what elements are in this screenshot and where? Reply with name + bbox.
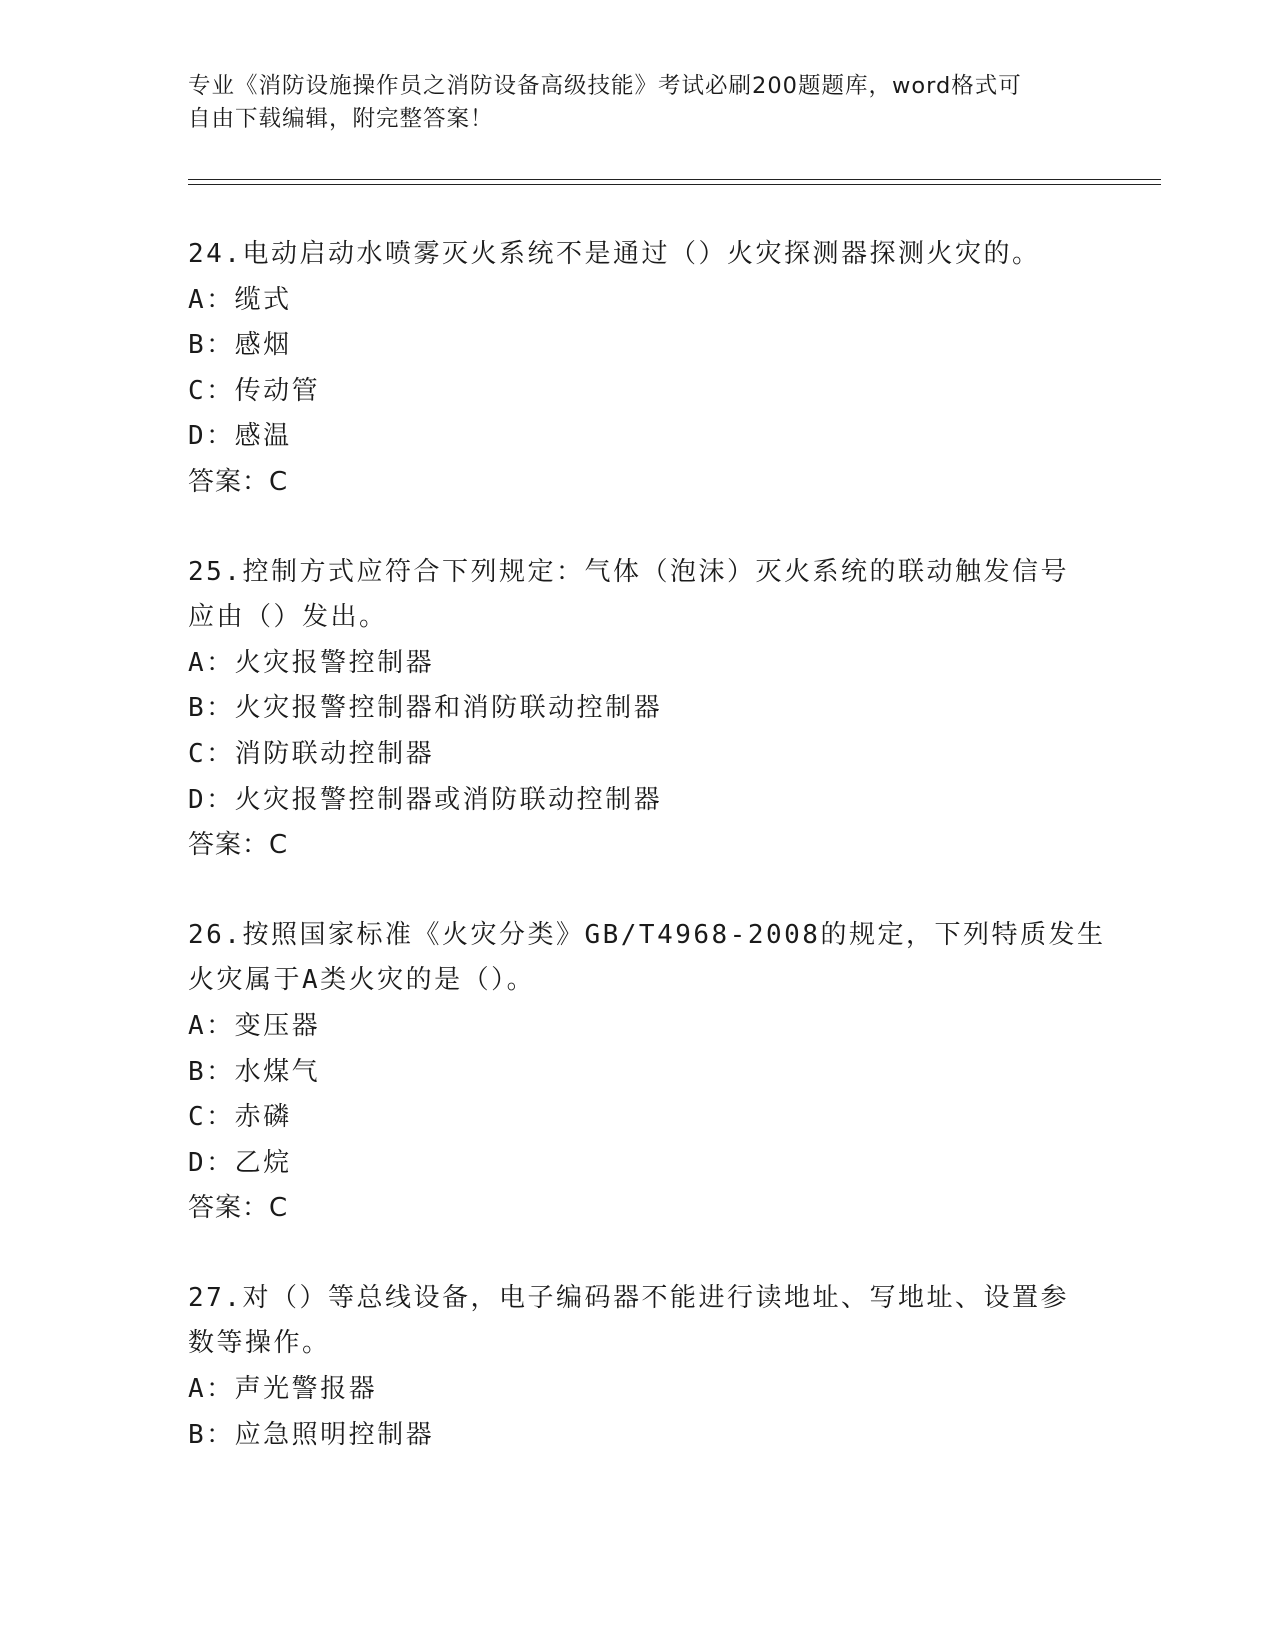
question-27 [188,1276,1088,1458]
question-stem: 27.对（）等总线设备，电子编码器不能进行读地址、写地址、设置参 [188,1282,1069,1313]
header-line-2: 自由下载编辑，附完整答案！ [188,106,494,132]
question-26 [188,913,1106,1232]
option-b: B：火灾报警控制器和消防联动控制器 [188,693,663,724]
question-stem-continued: 应由（）发出。 [188,602,388,633]
question-stem: 24.电动启动水喷雾灭火系统不是通过（）火灾探测器探测火灾的。 [188,239,1041,269]
option-a: A：火灾报警控制器 [188,647,435,678]
question-25 [188,550,1088,869]
option-a: A：缆式 [188,284,292,315]
option-d: D：火灾报警控制器或消防联动控制器 [188,784,663,815]
option-a: A：变压器 [188,1010,321,1041]
question-24 [188,232,1088,506]
question-list [188,232,1106,1502]
option-c: C：赤磷 [188,1102,292,1133]
question-stem-continued: 数等操作。 [188,1328,331,1359]
answer-label: 答案：C [188,1193,289,1224]
option-b: B：应急照明控制器 [188,1419,435,1450]
answer-label: 答案：C [188,466,289,497]
question-stem-continued: 火灾属于A类火灾的是（）。 [188,965,536,996]
option-b: B：水煤气 [188,1056,321,1087]
question-stem: 26.按照国家标准《火灾分类》GB/T4968-2008的规定，下列特质发生 [188,919,1106,950]
option-c: C：传动管 [188,375,321,406]
option-a: A：声光警报器 [188,1374,378,1405]
header-rule-bottom [188,184,1161,185]
option-d: D：感温 [188,421,292,452]
question-stem: 25.控制方式应符合下列规定：气体（泡沫）灭火系统的联动触发信号 [188,556,1069,587]
option-b: B：感烟 [188,330,292,361]
option-c: C：消防联动控制器 [188,738,435,769]
header-rule-top [188,179,1161,180]
answer-label: 答案：C [188,830,289,861]
document-header [188,70,1088,136]
option-d: D：乙烷 [188,1147,292,1178]
header-line-1: 专业《消防设施操作员之消防设备高级技能》考试必刷200题题库，word格式可 [188,73,1022,99]
